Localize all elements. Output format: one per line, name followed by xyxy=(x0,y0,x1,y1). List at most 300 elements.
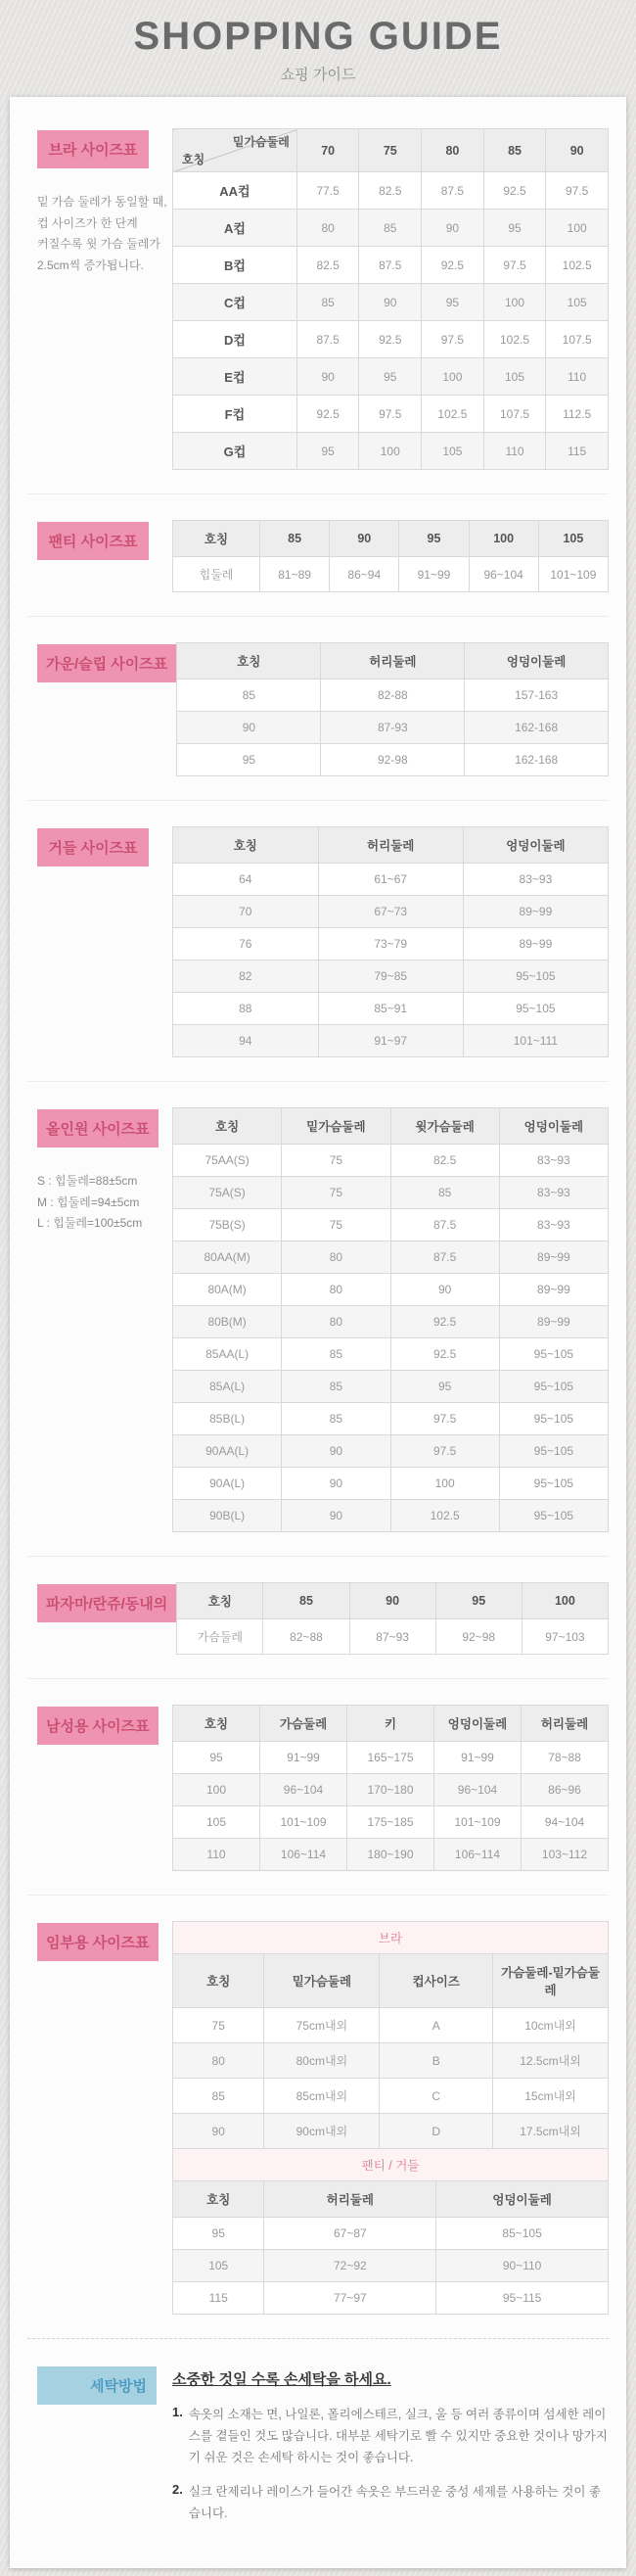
table-cell: 106~114 xyxy=(434,1839,522,1871)
table-cell: 157-163 xyxy=(465,679,609,712)
table-cell: 95~105 xyxy=(463,993,608,1025)
table-row xyxy=(173,1371,609,1403)
table-cell: 80cm내외 xyxy=(264,2043,380,2079)
table-cell: AA컵 xyxy=(173,172,297,210)
table-cell: 94~104 xyxy=(522,1806,609,1839)
section-left-gown-slip xyxy=(27,642,176,776)
table-cell: 101~111 xyxy=(463,1025,608,1057)
table-row xyxy=(173,864,609,896)
table-row xyxy=(173,1839,609,1871)
header-row xyxy=(177,643,609,679)
band-title: 브라 xyxy=(173,1922,609,1954)
table-cell: 97.5 xyxy=(390,1403,499,1435)
section-label-gown-slip xyxy=(37,644,176,682)
table-cell: 85 xyxy=(173,2079,264,2114)
table-cell: 100 xyxy=(173,1774,260,1806)
column-header: 허리둘레 xyxy=(264,2181,436,2218)
table-cell: 85 xyxy=(282,1371,390,1403)
section-label-text: 남성용 사이즈표 xyxy=(46,1718,150,1735)
pajama-size-table xyxy=(176,1582,609,1655)
table-cell: 180~190 xyxy=(347,1839,434,1871)
table-cell: 85~105 xyxy=(436,2218,609,2250)
table-cell: 100 xyxy=(422,358,484,396)
table-cell: C xyxy=(380,2079,493,2114)
column-header: 100 xyxy=(469,521,538,557)
section-label-panty xyxy=(37,522,149,560)
table-row xyxy=(173,433,609,470)
table-row xyxy=(173,321,609,358)
table-cell: 87.5 xyxy=(296,321,359,358)
column-header: 90 xyxy=(330,521,399,557)
table-cell: 162-168 xyxy=(465,744,609,776)
table-cell: 90B(L) xyxy=(173,1500,282,1532)
column-header: 엉덩이둘레 xyxy=(436,2181,609,2218)
header-row xyxy=(173,1706,609,1742)
table-cell: 87-93 xyxy=(321,712,465,744)
section-label-mens xyxy=(37,1707,159,1745)
table-cell: 76 xyxy=(173,928,319,960)
section-left-panty xyxy=(27,520,172,592)
table-cell: 101~109 xyxy=(434,1806,522,1839)
section-label-bra xyxy=(37,130,149,168)
table-row xyxy=(173,1742,609,1774)
table-cell: 100 xyxy=(390,1468,499,1500)
table-row xyxy=(173,1500,609,1532)
table-cell: 78~88 xyxy=(522,1742,609,1774)
table-cell: E컵 xyxy=(173,358,297,396)
table-cell: 83~93 xyxy=(463,864,608,896)
column-header: 가슴둘레-밑가슴둘레 xyxy=(493,1954,609,2008)
table-cell: 79~85 xyxy=(318,960,463,993)
table-cell: 67~73 xyxy=(318,896,463,928)
table-cell: 90 xyxy=(282,1435,390,1468)
table-row xyxy=(173,1806,609,1839)
table-cell: 170~180 xyxy=(347,1774,434,1806)
table-cell: 92-98 xyxy=(321,744,465,776)
table-row xyxy=(173,2079,609,2114)
table-cell: 92.5 xyxy=(390,1338,499,1371)
table-cell: 80AA(M) xyxy=(173,1241,282,1274)
note-line: M : 힙둘레=94±5cm xyxy=(37,1194,140,1209)
all-in-one-size-table xyxy=(172,1107,609,1532)
table-head xyxy=(173,2149,609,2218)
section-body-mens xyxy=(172,1705,609,1871)
table-cell: 70 xyxy=(173,896,319,928)
table-cell: D컵 xyxy=(173,321,297,358)
table-cell: 90A(L) xyxy=(173,1468,282,1500)
table-cell: 91~97 xyxy=(318,1025,463,1057)
column-header: 85 xyxy=(260,521,330,557)
table-cell: 97.5 xyxy=(359,396,422,433)
table-cell: G컵 xyxy=(173,433,297,470)
column-header: 호칭 xyxy=(177,643,321,679)
column-header: 90 xyxy=(546,129,609,172)
table-cell: 80 xyxy=(282,1306,390,1338)
table-cell: 87.5 xyxy=(390,1241,499,1274)
column-header: 호칭 xyxy=(177,1583,263,1619)
table-head xyxy=(173,1108,609,1145)
table-cell: 85 xyxy=(296,284,359,321)
table-cell: 80A(M) xyxy=(173,1274,282,1306)
table-cell: 95 xyxy=(173,1742,260,1774)
washing-item-text: 속옷의 소재는 면, 나일론, 폴리에스테르, 실크, 울 등 여러 종류이며 섬세한 레이스를 곁들인 것도 많습니다. 대부분 세탁기로 빨 수 있지만 중요한 것이나 망가지기 쉬운 것은 손세탁 하시는 것이 좋습니다. xyxy=(188,2408,608,2464)
panty-size-table xyxy=(172,520,609,592)
section-body-girdle xyxy=(172,826,609,1057)
note-line: 커질수록 윗 가슴 둘레가 xyxy=(37,237,160,252)
table-row xyxy=(177,712,609,744)
table-body xyxy=(173,2008,609,2149)
table-cell: C컵 xyxy=(173,284,297,321)
table-cell: 90 xyxy=(296,358,359,396)
table-cell: 105 xyxy=(483,358,546,396)
table-row xyxy=(173,1774,609,1806)
table-cell: 105 xyxy=(546,284,609,321)
section-left-pajama xyxy=(27,1582,176,1655)
column-header: 100 xyxy=(522,1583,608,1619)
table-row xyxy=(173,2008,609,2043)
table-row xyxy=(173,1241,609,1274)
table-cell: 90AA(L) xyxy=(173,1435,282,1468)
table-cell: 162-168 xyxy=(465,712,609,744)
table-cell: 103~112 xyxy=(522,1839,609,1871)
table-cell: 94 xyxy=(173,1025,319,1057)
table-cell: 102.5 xyxy=(390,1500,499,1532)
table-cell: 85~91 xyxy=(318,993,463,1025)
column-header: 80 xyxy=(422,129,484,172)
table-cell: 85cm내외 xyxy=(264,2079,380,2114)
table-cell: 82.5 xyxy=(296,247,359,284)
gown-slip-size-table xyxy=(176,642,609,776)
header-row xyxy=(173,2181,609,2218)
table-body xyxy=(177,1619,609,1655)
table-row xyxy=(173,1274,609,1306)
section-left-girdle xyxy=(27,826,172,1057)
section-body-washing xyxy=(172,2365,609,2537)
table-cell: 95~105 xyxy=(463,960,608,993)
section-label-girdle xyxy=(37,828,149,866)
table-cell: 80 xyxy=(282,1241,390,1274)
table-cell: 86~94 xyxy=(330,557,399,592)
table-cell: 96~104 xyxy=(434,1774,522,1806)
table-row xyxy=(173,993,609,1025)
washing-item-number: 2. xyxy=(172,2481,183,2497)
table-cell: 힙둘레 xyxy=(173,557,260,592)
band-title: 팬티 / 거들 xyxy=(173,2149,609,2181)
table-cell: 95 xyxy=(177,744,321,776)
column-header: 호칭 xyxy=(173,1108,282,1145)
note-line: 컵 사이즈가 한 단계 xyxy=(37,215,138,230)
table-cell: 85 xyxy=(282,1338,390,1371)
table-cell: 105 xyxy=(173,2250,264,2282)
column-header: 엉덩이둘레 xyxy=(463,827,608,864)
diagonal-header-cell xyxy=(173,129,297,172)
table-cell: A컵 xyxy=(173,210,297,247)
table-cell: 90 xyxy=(422,210,484,247)
table-cell: 80 xyxy=(296,210,359,247)
section-girdle xyxy=(27,800,609,1081)
table-cell: 80B(M) xyxy=(173,1306,282,1338)
table-cell: 92.5 xyxy=(390,1306,499,1338)
table-cell: 96~104 xyxy=(260,1774,347,1806)
section-label-all-in-one xyxy=(37,1109,159,1147)
column-header: 허리둘레 xyxy=(318,827,463,864)
table-cell: 83~93 xyxy=(499,1209,608,1241)
diagonal-bottom-label: 호칭 xyxy=(182,153,205,166)
section-label-text: 임부용 사이즈표 xyxy=(46,1935,150,1951)
table-body xyxy=(173,172,609,470)
table-cell: 75cm내외 xyxy=(264,2008,380,2043)
table-cell: 가슴둘레 xyxy=(177,1619,263,1655)
table-cell: 92.5 xyxy=(296,396,359,433)
section-label-text: 가운/슬립 사이즈표 xyxy=(46,656,168,673)
table-cell: 75AA(S) xyxy=(173,1145,282,1177)
table-row xyxy=(173,1209,609,1241)
table-cell: 95~105 xyxy=(499,1435,608,1468)
section-label-text: 올인원 사이즈표 xyxy=(46,1121,150,1138)
table-cell: 91~99 xyxy=(260,1742,347,1774)
table-cell: 95 xyxy=(422,284,484,321)
table-row xyxy=(177,1619,609,1655)
table-cell: 85AA(L) xyxy=(173,1338,282,1371)
column-header: 75 xyxy=(359,129,422,172)
table-cell: 115 xyxy=(173,2282,264,2315)
section-label-text: 브라 사이즈표 xyxy=(48,142,138,159)
table-cell: B xyxy=(380,2043,493,2079)
table-row xyxy=(173,2043,609,2079)
washing-item-2 xyxy=(172,2482,609,2525)
section-left-mens xyxy=(27,1705,172,1871)
page-subtitle: 쇼핑 가이드 xyxy=(280,67,356,83)
maternity-size-table xyxy=(172,1921,609,2149)
table-row xyxy=(173,896,609,928)
column-header: 윗가슴둘레 xyxy=(390,1108,499,1145)
section-all-in-one xyxy=(27,1081,609,1556)
section-pajama xyxy=(27,1556,609,1678)
table-body xyxy=(173,557,609,592)
section-left-maternity xyxy=(27,1921,172,2315)
column-header: 엉덩이둘레 xyxy=(499,1108,608,1145)
section-bra xyxy=(27,99,609,493)
column-header: 90 xyxy=(349,1583,435,1619)
table-row xyxy=(173,210,609,247)
column-header: 70 xyxy=(296,129,359,172)
column-header: 호칭 xyxy=(173,1954,264,2008)
table-cell: 85B(L) xyxy=(173,1403,282,1435)
table-cell: 95 xyxy=(483,210,546,247)
table-cell: 92.5 xyxy=(359,321,422,358)
section-panty xyxy=(27,493,609,616)
table-cell: 100 xyxy=(483,284,546,321)
table-cell: 112.5 xyxy=(546,396,609,433)
table-cell: 72~92 xyxy=(264,2250,436,2282)
table-cell: 75A(S) xyxy=(173,1177,282,1209)
table-cell: 77.5 xyxy=(296,172,359,210)
table-row xyxy=(173,960,609,993)
section-note xyxy=(37,1171,172,1235)
table-cell: 83~93 xyxy=(499,1177,608,1209)
table-cell: 64 xyxy=(173,864,319,896)
table-cell: 89~99 xyxy=(463,896,608,928)
table-cell: 95~105 xyxy=(499,1500,608,1532)
table-body xyxy=(173,1742,609,1871)
table-row xyxy=(173,247,609,284)
table-cell: 107.5 xyxy=(483,396,546,433)
table-cell: 96~104 xyxy=(469,557,538,592)
table-body xyxy=(173,2218,609,2315)
table-row xyxy=(173,1338,609,1371)
table-cell: 87.5 xyxy=(359,247,422,284)
table-cell: 85 xyxy=(177,679,321,712)
table-cell: 100 xyxy=(546,210,609,247)
bra-size-table xyxy=(172,128,609,470)
note-line: 2.5cm씩 증가됩니다. xyxy=(37,258,144,272)
table-cell: 10cm내외 xyxy=(493,2008,609,2043)
table-cell: 92~98 xyxy=(435,1619,522,1655)
table-cell: 90 xyxy=(282,1468,390,1500)
section-body-pajama xyxy=(176,1582,609,1655)
table-row xyxy=(173,2250,609,2282)
section-body-bra xyxy=(172,128,609,470)
table-cell: 105 xyxy=(173,1806,260,1839)
table-row xyxy=(177,744,609,776)
column-header: 호칭 xyxy=(173,1706,260,1742)
maternity-size-table xyxy=(172,2148,609,2315)
table-cell: 75 xyxy=(282,1177,390,1209)
column-header: 엉덩이둘레 xyxy=(465,643,609,679)
table-cell: 95 xyxy=(173,2218,264,2250)
table-cell: 92.5 xyxy=(483,172,546,210)
table-cell: 87.5 xyxy=(390,1209,499,1241)
table-head xyxy=(173,521,609,557)
washing-item-text: 실크 란제리나 레이스가 들어간 속옷은 부드러운 중성 세제를 사용하는 것이 좋습니다. xyxy=(188,2484,601,2520)
washing-heading: 소중한 것일 수록 손세탁을 하세요. xyxy=(172,2371,391,2388)
table-cell: 100 xyxy=(359,433,422,470)
column-header: 허리둘레 xyxy=(321,643,465,679)
section-label-text: 파자마/란쥬/동내의 xyxy=(46,1596,168,1613)
table-head xyxy=(173,1706,609,1742)
diagonal-top-label: 밑가슴둘레 xyxy=(232,135,290,149)
table-cell: 82~88 xyxy=(263,1619,349,1655)
table-cell: 102.5 xyxy=(422,396,484,433)
column-header: 가슴둘레 xyxy=(260,1706,347,1742)
table-cell: 82.5 xyxy=(359,172,422,210)
section-label-text: 세탁방법 xyxy=(90,2378,147,2395)
table-cell: 101~109 xyxy=(538,557,608,592)
table-cell: 85 xyxy=(282,1403,390,1435)
column-header: 밑가슴둘레 xyxy=(264,1954,380,2008)
table-cell: 105 xyxy=(422,433,484,470)
table-body xyxy=(173,864,609,1057)
table-cell: 82-88 xyxy=(321,679,465,712)
table-row xyxy=(173,928,609,960)
table-row xyxy=(173,284,609,321)
table-cell: 87.5 xyxy=(422,172,484,210)
table-head xyxy=(173,129,609,172)
table-cell: 77~97 xyxy=(264,2282,436,2315)
section-left-bra xyxy=(27,128,172,470)
table-cell: 61~67 xyxy=(318,864,463,896)
table-body xyxy=(173,1145,609,1532)
table-cell: 110 xyxy=(546,358,609,396)
table-cell: 115 xyxy=(546,433,609,470)
table-cell: 75 xyxy=(282,1209,390,1241)
table-row xyxy=(173,1145,609,1177)
washing-item-number: 1. xyxy=(172,2405,183,2419)
table-cell: 80 xyxy=(282,1274,390,1306)
column-header: 호칭 xyxy=(173,2181,264,2218)
column-header: 호칭 xyxy=(173,521,260,557)
table-cell: 95~105 xyxy=(499,1338,608,1371)
section-left-washing xyxy=(27,2365,172,2537)
table-cell: 15cm내외 xyxy=(493,2079,609,2114)
table-cell: A xyxy=(380,2008,493,2043)
table-cell: 83~93 xyxy=(499,1145,608,1177)
table-cell: 12.5cm내외 xyxy=(493,2043,609,2079)
band-row xyxy=(173,1922,609,1954)
table-cell: 67~87 xyxy=(264,2218,436,2250)
section-label-pajama xyxy=(37,1584,176,1622)
note-line: L : 힙둘레=100±5cm xyxy=(37,1216,143,1231)
table-row xyxy=(173,396,609,433)
section-label-washing xyxy=(37,2366,157,2405)
section-gown-slip xyxy=(27,616,609,800)
header-row xyxy=(173,1108,609,1145)
table-cell: 75 xyxy=(173,2008,264,2043)
table-cell: 95 xyxy=(359,358,422,396)
column-header: 85 xyxy=(483,129,546,172)
table-cell: 86~96 xyxy=(522,1774,609,1806)
table-cell: 89~99 xyxy=(499,1274,608,1306)
table-cell: 110 xyxy=(173,1839,260,1871)
washing-item-1 xyxy=(172,2405,609,2469)
table-cell: 17.5cm내외 xyxy=(493,2114,609,2149)
table-head xyxy=(173,827,609,864)
table-cell: 82.5 xyxy=(390,1145,499,1177)
table-cell: 85A(L) xyxy=(173,1371,282,1403)
table-cell: 101~109 xyxy=(260,1806,347,1839)
table-row xyxy=(173,1177,609,1209)
table-cell: 89~99 xyxy=(499,1241,608,1274)
table-cell: 90 xyxy=(173,2114,264,2149)
table-cell: 95~105 xyxy=(499,1371,608,1403)
header-row xyxy=(173,1954,609,2008)
column-header: 허리둘레 xyxy=(522,1706,609,1742)
table-row xyxy=(173,1435,609,1468)
table-cell: D xyxy=(380,2114,493,2149)
table-cell: 90 xyxy=(390,1274,499,1306)
section-body-panty xyxy=(172,520,609,592)
table-row xyxy=(173,2282,609,2315)
table-cell: 102.5 xyxy=(483,321,546,358)
table-row xyxy=(173,172,609,210)
table-row xyxy=(173,2218,609,2250)
note-line: S : 힙둘레=88±5cm xyxy=(37,1174,138,1188)
section-washing xyxy=(27,2338,609,2560)
table-row xyxy=(173,1025,609,1057)
table-cell: 75 xyxy=(282,1145,390,1177)
table-cell: 97~103 xyxy=(522,1619,608,1655)
section-body-maternity xyxy=(172,1921,609,2315)
section-label-text: 팬티 사이즈표 xyxy=(48,534,138,550)
content-card xyxy=(10,97,626,2568)
table-cell: 91~99 xyxy=(434,1742,522,1774)
section-label-text: 거들 사이즈표 xyxy=(48,840,138,857)
table-cell: 97.5 xyxy=(422,321,484,358)
table-head xyxy=(173,1922,609,2008)
section-note xyxy=(37,192,172,276)
table-cell: 75B(S) xyxy=(173,1209,282,1241)
table-row xyxy=(173,1306,609,1338)
